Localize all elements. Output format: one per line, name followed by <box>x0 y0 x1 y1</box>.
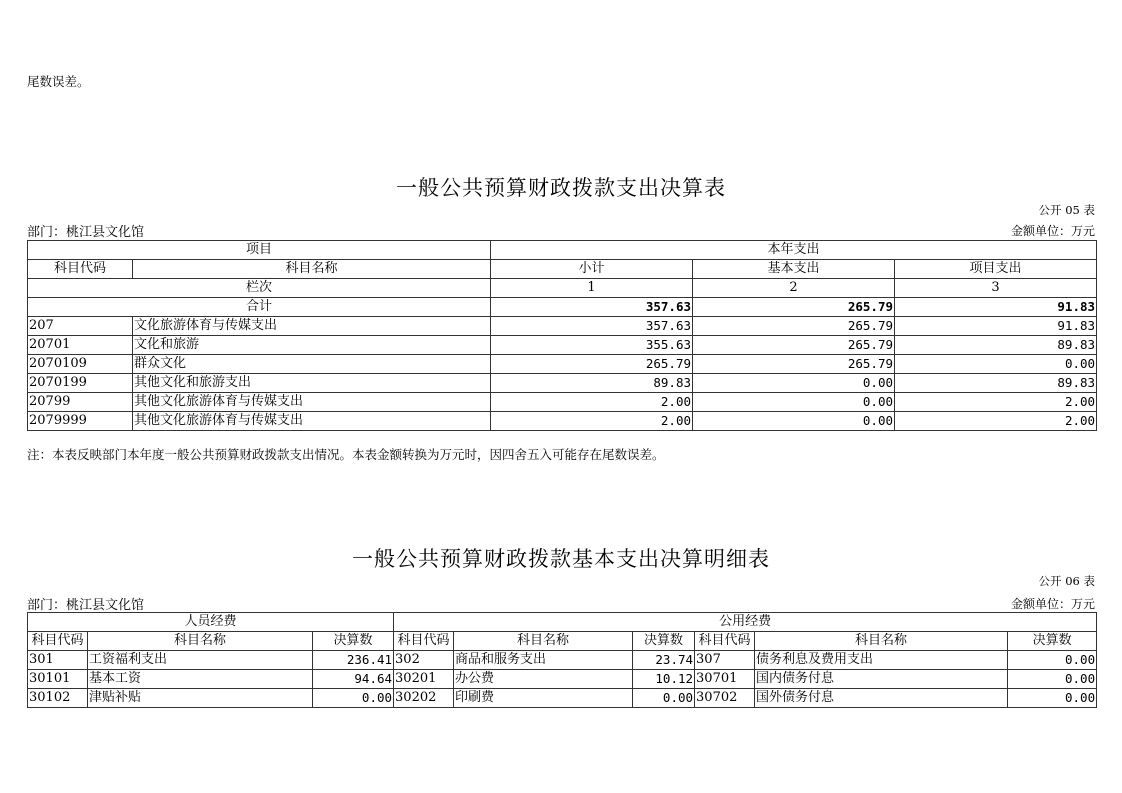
row-name: 文化和旅游 <box>133 336 491 355</box>
table1-title: 一般公共预算财政拨款支出决算表 <box>396 176 726 200</box>
row-basic: 0.00 <box>693 412 895 431</box>
header-amount: 决算数 <box>1008 632 1097 651</box>
header-name: 科目名称 <box>755 632 1008 651</box>
personnel-amount: 236.41 <box>313 651 394 670</box>
personnel-name: 工资福利支出 <box>88 651 313 670</box>
table1-note: 注：本表反映部门本年度一般公共预算财政拨款支出情况。本表金额转换为万元时，因四舍五入可能存在尾数误差。 <box>27 447 665 462</box>
header-personnel: 人员经费 <box>28 613 394 632</box>
table2-title: 一般公共预算财政拨款基本支出决算明细表 <box>352 547 770 571</box>
debt-amount: 0.00 <box>1008 651 1097 670</box>
row-name: 其他文化旅游体育与传媒支出 <box>133 393 491 412</box>
header-row-3 <box>28 279 1097 298</box>
row-code: 2079999 <box>28 412 133 431</box>
table2-unit: 金额单位：万元 <box>1010 597 1095 611</box>
row-project: 89.83 <box>895 374 1097 393</box>
header-col3: 3 <box>895 279 1097 298</box>
header-col2: 2 <box>693 279 895 298</box>
header-code: 科目代码 <box>28 260 133 279</box>
row-code: 2070199 <box>28 374 133 393</box>
table-row <box>28 374 1097 393</box>
row-basic: 265.79 <box>693 317 895 336</box>
header-item: 项目 <box>28 241 491 260</box>
header-code: 科目代码 <box>695 632 755 651</box>
header-subtotal: 小计 <box>491 260 693 279</box>
goods-amount: 23.74 <box>633 651 695 670</box>
table-row <box>28 393 1097 412</box>
row-project: 2.00 <box>895 412 1097 431</box>
goods-code: 302 <box>394 651 454 670</box>
personnel-amount: 94.64 <box>313 670 394 689</box>
header-basic: 基本支出 <box>693 260 895 279</box>
header-name: 科目名称 <box>133 260 491 279</box>
goods-name: 印刷费 <box>454 689 633 708</box>
personnel-amount: 0.00 <box>313 689 394 708</box>
debt-name: 国内债务付息 <box>755 670 1008 689</box>
header-row-label: 栏次 <box>28 279 491 298</box>
row-code: 207 <box>28 317 133 336</box>
row-basic: 265.79 <box>693 355 895 374</box>
personnel-code: 301 <box>28 651 88 670</box>
total-label: 合计 <box>28 298 491 317</box>
goods-name: 商品和服务支出 <box>454 651 633 670</box>
header-row-1 <box>28 241 1097 260</box>
row-code: 2070109 <box>28 355 133 374</box>
row-subtotal: 2.00 <box>491 412 693 431</box>
row-subtotal: 265.79 <box>491 355 693 374</box>
table2-department: 部门：桃江县文化馆 <box>27 598 145 613</box>
row-name: 文化旅游体育与传媒支出 <box>133 317 491 336</box>
header-row-1 <box>28 613 1097 632</box>
header-name: 科目名称 <box>88 632 313 651</box>
header-row-2 <box>28 260 1097 279</box>
debt-name: 债务利息及费用支出 <box>755 651 1008 670</box>
debt-code: 30701 <box>695 670 755 689</box>
header-amount: 决算数 <box>313 632 394 651</box>
row-basic: 0.00 <box>693 393 895 412</box>
header-public: 公用经费 <box>394 613 1097 632</box>
table-row <box>28 412 1097 431</box>
table1-number: 公开 05 表 <box>1038 203 1095 217</box>
table-row <box>28 689 1097 708</box>
header-project: 项目支出 <box>895 260 1097 279</box>
table-row <box>28 355 1097 374</box>
table1-unit: 金额单位：万元 <box>1010 224 1095 238</box>
table1-department: 部门：桃江县文化馆 <box>27 225 145 240</box>
goods-name: 办公费 <box>454 670 633 689</box>
total-subtotal: 357.63 <box>491 298 693 317</box>
header-code: 科目代码 <box>28 632 88 651</box>
row-subtotal: 357.63 <box>491 317 693 336</box>
row-project: 2.00 <box>895 393 1097 412</box>
row-subtotal: 355.63 <box>491 336 693 355</box>
table-row <box>28 670 1097 689</box>
personnel-name: 津贴补贴 <box>88 689 313 708</box>
header-code: 科目代码 <box>394 632 454 651</box>
table2-number: 公开 06 表 <box>1038 574 1095 588</box>
total-project: 91.83 <box>895 298 1097 317</box>
row-name: 群众文化 <box>133 355 491 374</box>
table-row <box>28 651 1097 670</box>
row-project: 0.00 <box>895 355 1097 374</box>
row-basic: 0.00 <box>693 374 895 393</box>
debt-code: 307 <box>695 651 755 670</box>
expense-table <box>27 240 1097 431</box>
row-basic: 265.79 <box>693 336 895 355</box>
row-subtotal: 89.83 <box>491 374 693 393</box>
row-project: 89.83 <box>895 336 1097 355</box>
header-col1: 1 <box>491 279 693 298</box>
goods-amount: 10.12 <box>633 670 695 689</box>
header-current-expense: 本年支出 <box>491 241 1097 260</box>
debt-amount: 0.00 <box>1008 689 1097 708</box>
header-amount: 决算数 <box>633 632 695 651</box>
row-name: 其他文化和旅游支出 <box>133 374 491 393</box>
header-row-2 <box>28 632 1097 651</box>
basic-expense-detail-table <box>27 612 1097 708</box>
row-code: 20701 <box>28 336 133 355</box>
top-note: 尾数误差。 <box>27 74 90 89</box>
personnel-code: 30101 <box>28 670 88 689</box>
row-project: 91.83 <box>895 317 1097 336</box>
debt-amount: 0.00 <box>1008 670 1097 689</box>
table-row <box>28 317 1097 336</box>
table-row <box>28 336 1097 355</box>
row-name: 其他文化旅游体育与传媒支出 <box>133 412 491 431</box>
debt-code: 30702 <box>695 689 755 708</box>
header-name: 科目名称 <box>454 632 633 651</box>
debt-name: 国外债务付息 <box>755 689 1008 708</box>
row-subtotal: 2.00 <box>491 393 693 412</box>
personnel-code: 30102 <box>28 689 88 708</box>
goods-amount: 0.00 <box>633 689 695 708</box>
total-basic: 265.79 <box>693 298 895 317</box>
goods-code: 30201 <box>394 670 454 689</box>
personnel-name: 基本工资 <box>88 670 313 689</box>
total-row <box>28 298 1097 317</box>
row-code: 20799 <box>28 393 133 412</box>
goods-code: 30202 <box>394 689 454 708</box>
